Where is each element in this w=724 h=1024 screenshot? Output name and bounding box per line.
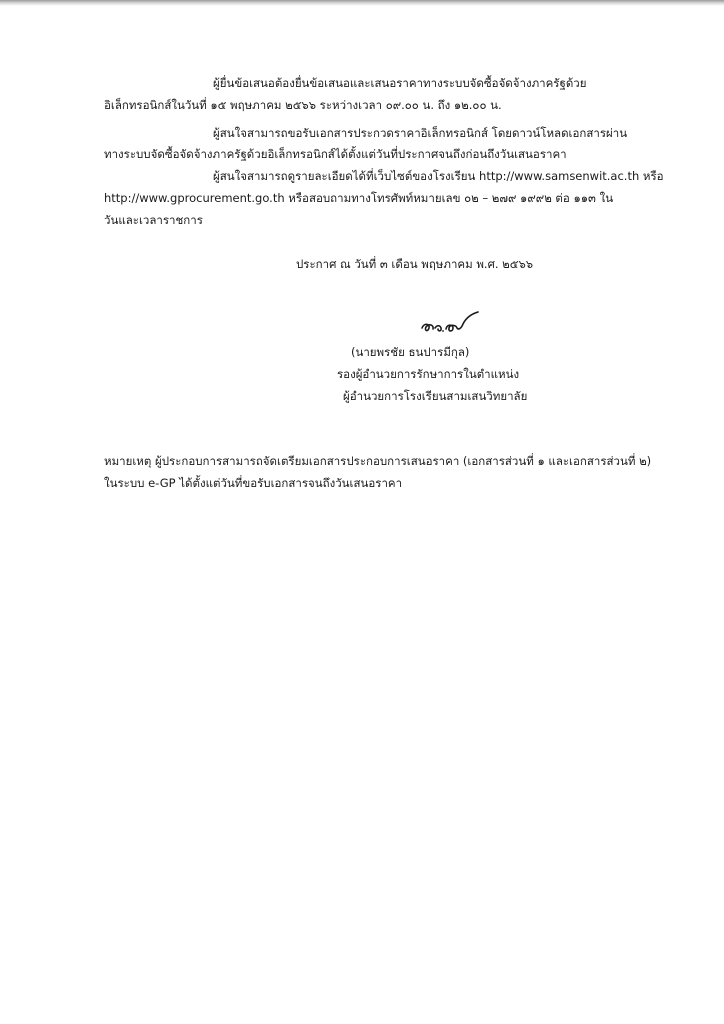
- paragraph-3-line-3: วันและเวลาราชการ: [104, 213, 203, 227]
- paragraph-1-line-1: ผู้ยื่นข้อเสนอต้องยื่นข้อเสนอและเสนอราคาทางระบบจัดซื้อจัดจ้างภาครัฐด้วย: [213, 76, 587, 90]
- paragraph-3-line-1: ผู้สนใจสามารถดูรายละเอียดได้ที่เว็บไซต์ของโรงเรียน http://www.samsenwit.ac.th หรือ: [213, 169, 664, 183]
- note-line-2: ในระบบ e-GP ได้ตั้งแต่วันที่ขอรับเอกสารจนถึงวันเสนอราคา: [104, 476, 403, 490]
- signer-name: (นายพรชัย ธนปารมีกุล): [351, 345, 470, 359]
- paragraph-1-line-2: อิเล็กทรอนิกส์ในวันที่ ๑๕ พฤษภาคม ๒๕๖๖ ระหว่างเวลา ๐๙.๐๐ น. ถึง ๑๒.๐๐ น.: [104, 98, 502, 112]
- scan-top-edge: [0, 0, 724, 6]
- paragraph-2-line-1: ผู้สนใจสามารถขอรับเอกสารประกวดราคาอิเล็กทรอนิกส์ โดยดาวน์โหลดเอกสารผ่าน: [213, 126, 628, 140]
- signer-position-line-2: ผู้อำนวยการโรงเรียนสามเสนวิทยาลัย: [343, 389, 528, 403]
- signer-position-line-1: รองผู้อำนวยการรักษาการในตำแหน่ง: [337, 367, 520, 381]
- note-line-1: หมายเหตุ ผู้ประกอบการสามารถจัดเตรียมเอกสารประกอบการเสนอราคา (เอกสารส่วนที่ ๑ และเอกสารส่วนที่ ๒): [104, 454, 652, 468]
- announcement-date: ประกาศ ณ วันที่ ๓ เดือน พฤษภาคม พ.ศ. ๒๕๖๖: [296, 257, 534, 271]
- paragraph-2-line-2: ทางระบบจัดซื้อจัดจ้างภาครัฐด้วยอิเล็กทรอนิกส์ได้ตั้งแต่วันที่ประกาศจนถึงก่อนถึงวันเสนอราคา: [104, 147, 567, 161]
- paragraph-3-line-2: http://www.gprocurement.go.th หรือสอบถามทางโทรศัพท์หมายเลข ๐๒ – ๒๗๙ ๑๙๙๒ ต่อ ๑๑๓ ใน: [104, 191, 614, 205]
- handwritten-signature: [416, 308, 486, 338]
